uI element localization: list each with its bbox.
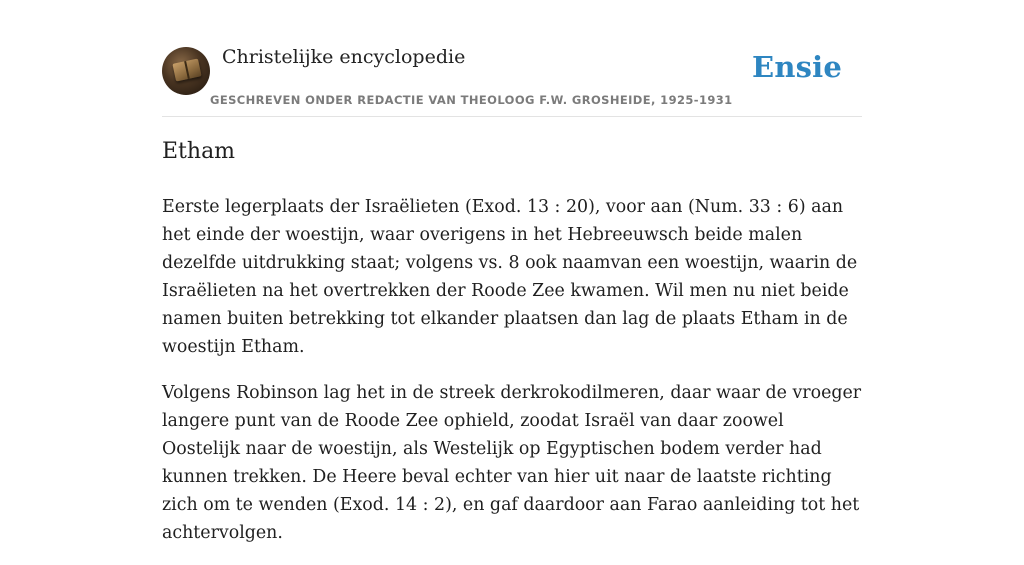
encyclopedia-title[interactable]: Christelijke encyclopedie (222, 46, 466, 68)
article-body (162, 193, 867, 565)
ensie-logo[interactable]: Ensie (752, 50, 842, 84)
article-paragraph: Volgens Robinson lag het in de streek derkrokodilmeren, daar waar de vroeger langere punt van de Roode Zee ophield, zoodat Israël van daar zoowel Oostelijk naar de woestijn, als Westelijk op Egyptischen bodem verder had kunnen trekken. De Heere beval echter van hier uit naar de laatste richting zich om te wenden (Exod. 14 : 2), en gaf daardoor aan Farao aanleiding tot het achtervolgen. (162, 383, 862, 543)
book-image (172, 58, 201, 81)
article-title: Etham (162, 139, 236, 164)
encyclopedia-header (162, 46, 862, 117)
article-paragraph: Eerste legerplaats der Israëlieten (Exod. 13 : 20), voor aan (Num. 33 : 6) aan het einde der woestijn, waar overigens in het Hebreeuwsch beide malen dezelfde uitdrukking staat; volgens vs. 8 ook naamvan een woestijn, waarin de Israëlieten na het overtrekken der Roode Zee kwamen. Wil men nu niet beide namen buiten betrekking tot elkander plaatsen dan lag de plaats Etham in de woestijn Etham. (162, 197, 858, 357)
encyclopedia-subtitle: GESCHREVEN ONDER REDACTIE VAN THEOLOOG F.W. GROSHEIDE, 1925-1931 (210, 93, 733, 107)
book-avatar-icon[interactable] (162, 47, 210, 95)
